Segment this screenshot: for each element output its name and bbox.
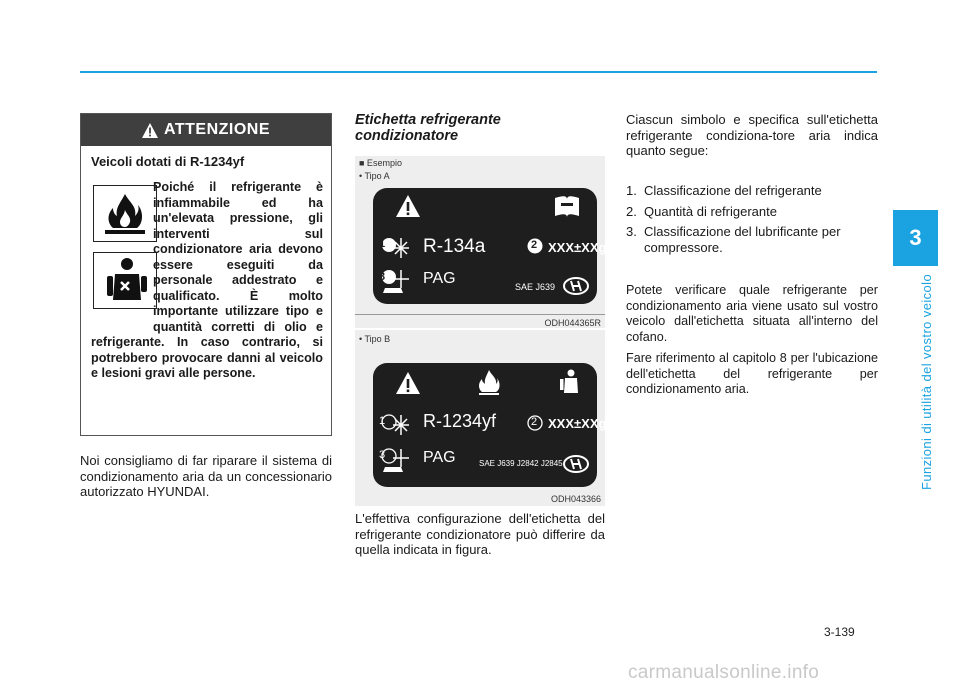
marker-3: 3: [379, 271, 386, 283]
refrigerant-classification-icon: [381, 413, 411, 437]
figure-divider: [355, 314, 605, 315]
label-location-paragraph: Potete verificare quale refrigerante per condizionamento aria viene usato sul vostro veicolo dall'etichetta situata all'interno del cofano.: [626, 283, 878, 344]
list-item: [626, 224, 878, 255]
list-text: Classificazione del refrigerante: [644, 183, 822, 198]
refrigerant-name-a: R-134a: [423, 236, 486, 257]
watermark: carmanualsonline.info: [628, 662, 820, 683]
refrigerant-label-a: [373, 188, 607, 304]
list-item: [626, 183, 878, 199]
example-label: ■ Esempio: [359, 158, 402, 168]
refrigerant-label-b: [373, 363, 607, 487]
marker-1: 1: [379, 415, 386, 427]
warning-triangle-icon: [395, 194, 421, 218]
list-item: [626, 204, 878, 220]
marker-1: 1: [379, 238, 386, 250]
list-text: Classificazione del lubrificante per compressore.: [644, 224, 841, 255]
lubricant-classification-icon: [381, 447, 411, 473]
warning-triangle-icon: [395, 371, 421, 395]
type-a-label: • Tipo A: [359, 171, 390, 181]
symbols-list: [626, 183, 878, 260]
figure-type-a: [355, 156, 605, 328]
lubricant-classification-icon: [381, 268, 411, 294]
symbols-intro: Ciascun simbolo e specifica sull'etichetta refrigerante condiziona-tore aria indica quanto segue:: [626, 112, 878, 158]
lubricant-name-b: PAG: [423, 449, 456, 466]
marker-3: 3: [379, 449, 386, 461]
warning-header: [81, 114, 331, 146]
header-rule: [80, 71, 877, 73]
sae-standard-a: SAE J639: [515, 282, 556, 292]
list-number: 3.: [626, 224, 637, 239]
warning-box: [80, 113, 332, 436]
page-number: 3-139: [824, 625, 855, 639]
refrigerant-classification-icon: [381, 236, 411, 260]
figure-code-a: ODH044365R: [544, 318, 601, 328]
trained-technician-icon: [557, 369, 581, 395]
refrigerant-quantity-b: XXX±XXg: [548, 416, 607, 431]
list-number: 2.: [626, 203, 637, 219]
warning-text: [91, 180, 323, 382]
sae-standard-b: SAE J639 J2842 J2845: [479, 459, 563, 468]
label-configuration-note: L'effettiva configurazione dell'etichetta del refrigerante condizionatore può differire da quella indicata in figura.: [355, 511, 605, 557]
refrigerant-name-b: R-1234yf: [423, 411, 497, 431]
marker-2: 2: [531, 416, 538, 428]
figure-code-b: ODH043366: [550, 494, 601, 504]
figure-type-b: [355, 330, 605, 506]
hyundai-logo-icon: [563, 277, 589, 295]
flammable-icon: [477, 369, 501, 395]
service-manual-icon: [553, 194, 581, 218]
service-recommendation: Noi consigliamo di far riparare il sistema di condizionamento aria da un concessionario autorizzato HYUNDAI.: [80, 453, 332, 499]
section-title: Etichetta refrigerante condizionatore: [355, 112, 501, 144]
refrigerant-quantity-a: XXX±XXg: [548, 240, 607, 255]
list-number: 1.: [626, 183, 637, 198]
list-text: Quantità di refrigerante: [644, 203, 777, 219]
hyundai-logo-icon: [563, 455, 589, 473]
warning-triangle-icon: [142, 123, 158, 138]
chapter-reference-paragraph: Fare riferimento al capitolo 8 per l'ubicazione dell'etichetta del refrigerante per condizionamento aria.: [626, 351, 878, 396]
chapter-title: Funzioni di utilità del vostro veicolo: [919, 273, 934, 490]
warning-title: ATTENZIONE: [163, 121, 271, 138]
marker-2: 2: [531, 239, 538, 251]
lubricant-name-a: PAG: [423, 270, 456, 287]
warning-text-body: Poiché il refrigerante è infiammabile ed ha un'elevata pressione, gli interventi sul condizionatore aria devono essere eseguiti da personale addestrato e qualificato. È molto importante utilizzare tipo e quantità corretti di olio e refrigerante. In caso contrario, si potrebbero provocare danni al veicolo e lesioni gravi alle persone.: [91, 180, 323, 380]
chapter-tab[interactable]: 3: [893, 210, 938, 266]
warning-subtitle: Veicoli dotati di R-1234yf: [91, 154, 245, 169]
type-b-label: • Tipo B: [359, 334, 391, 344]
